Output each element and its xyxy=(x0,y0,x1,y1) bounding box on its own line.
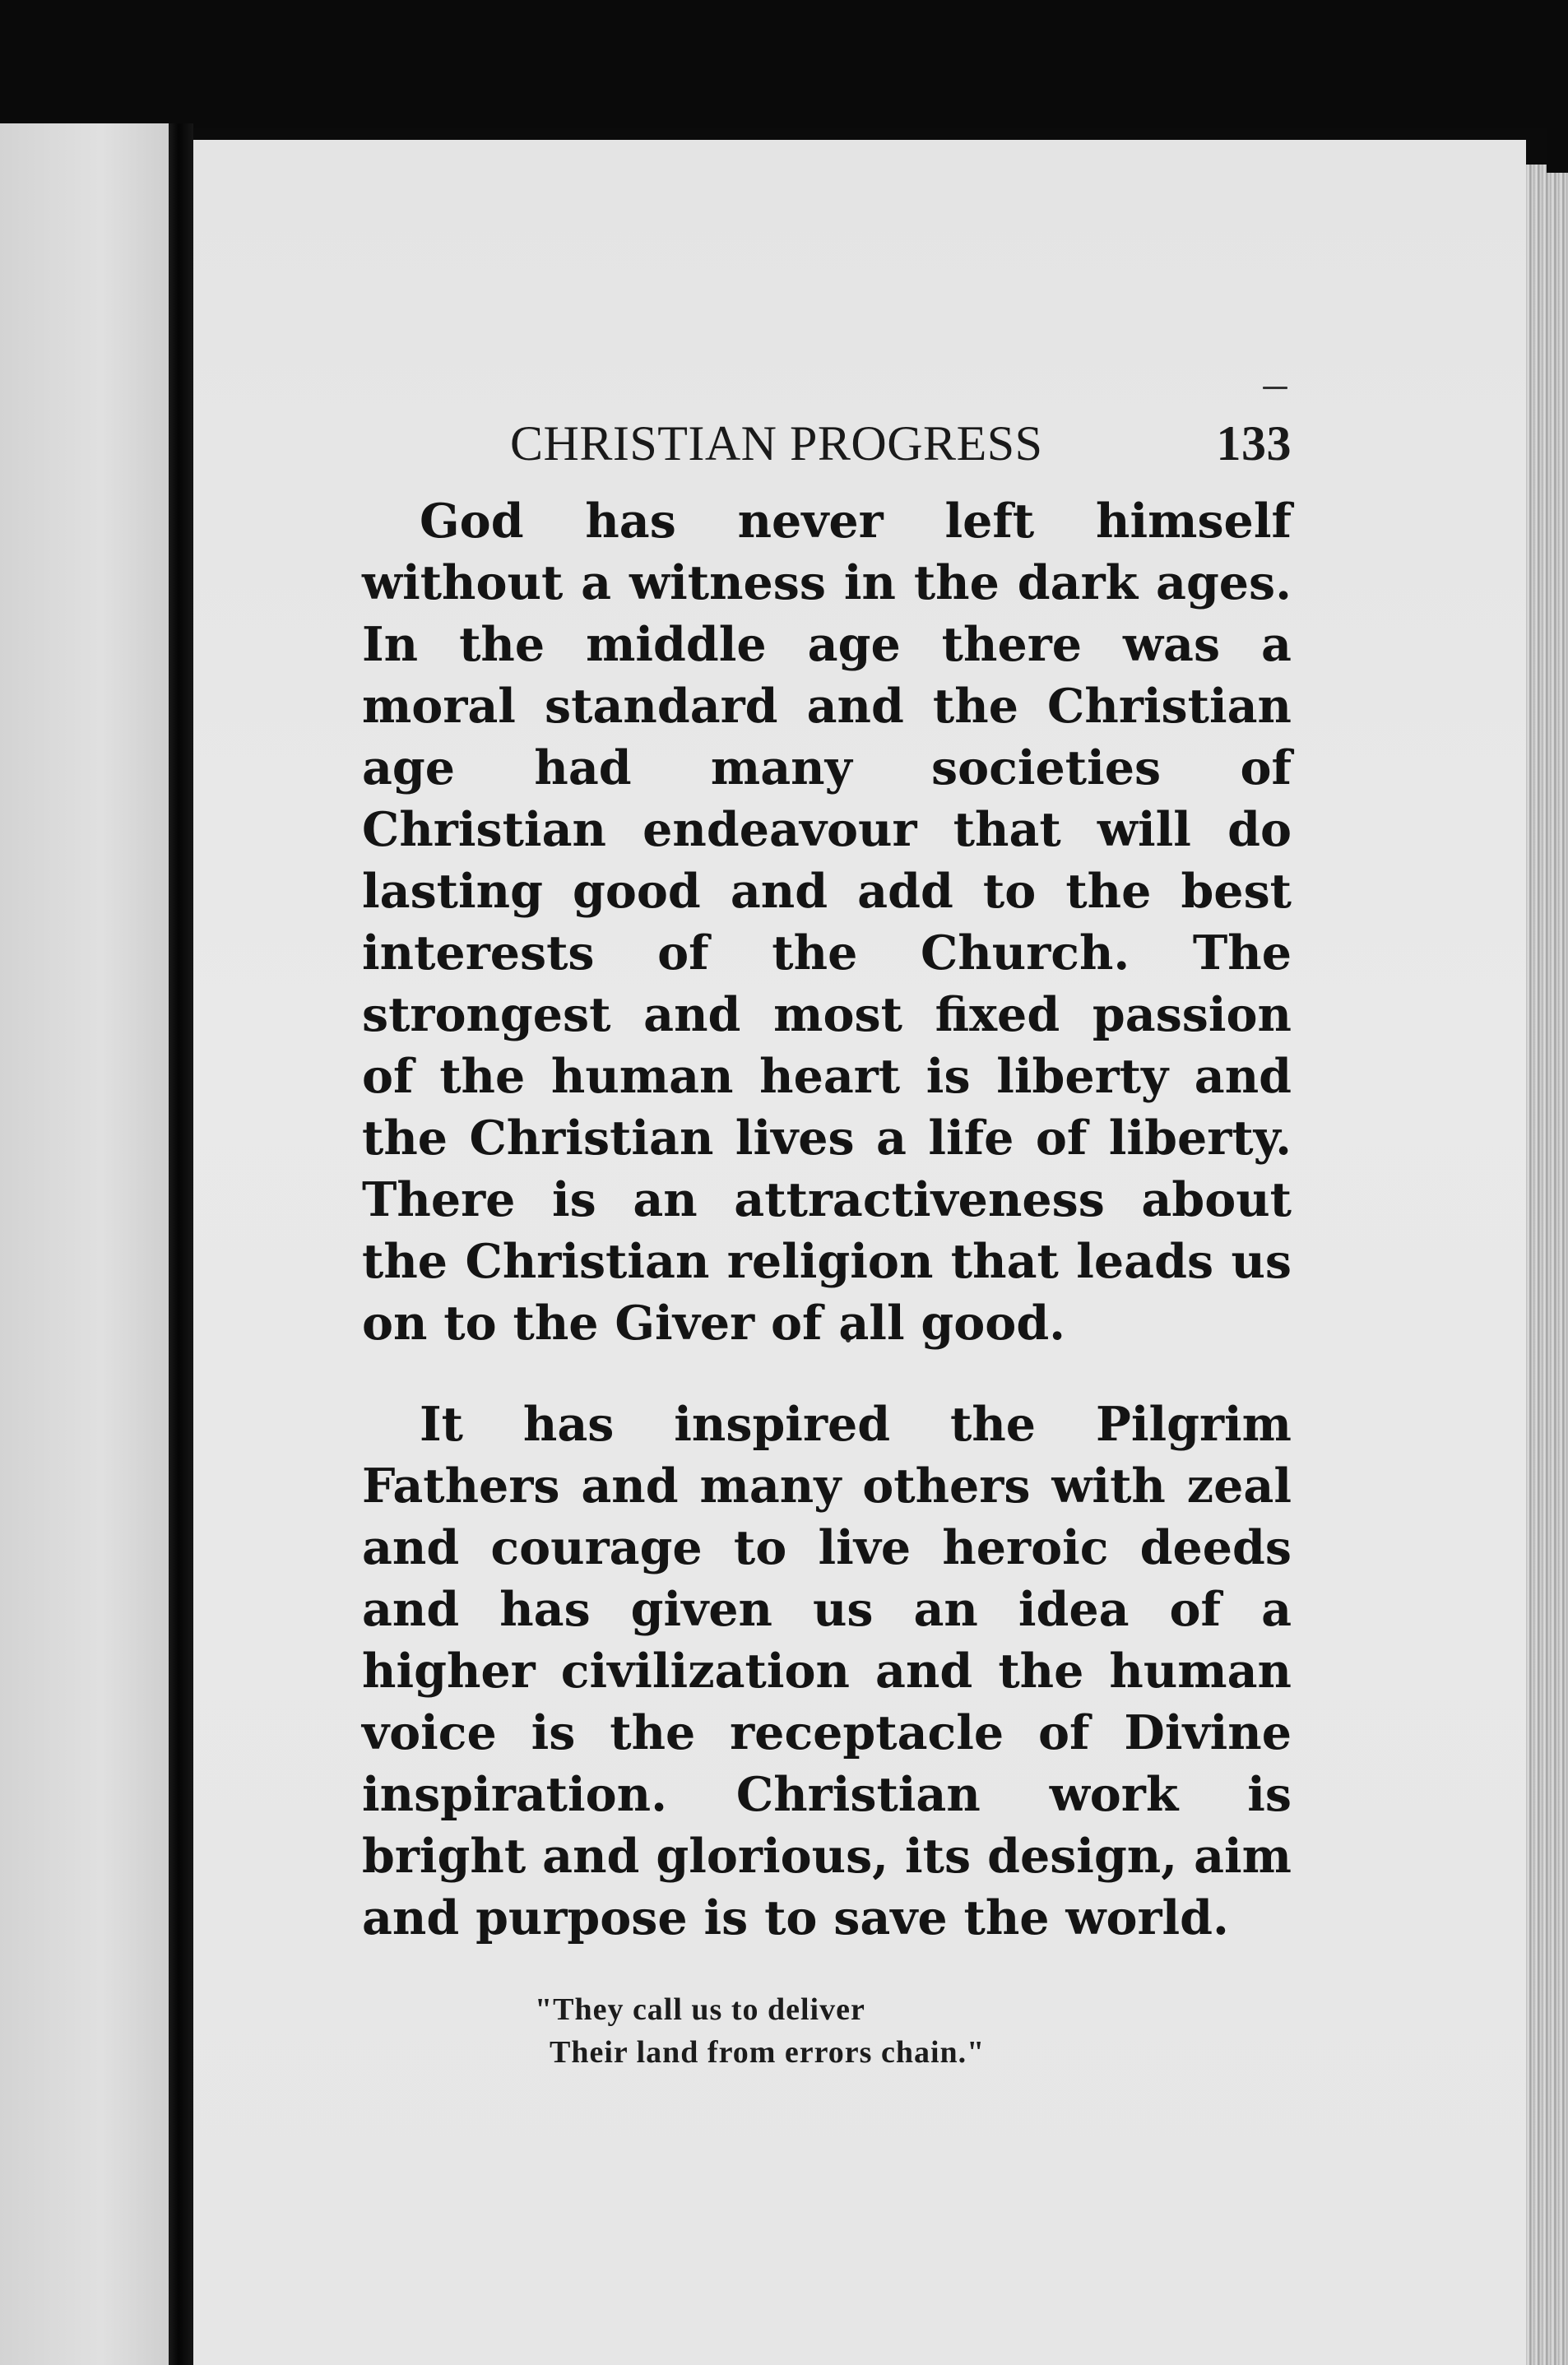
ink-speck xyxy=(1263,387,1287,389)
page-corner-shadow xyxy=(1547,123,1568,173)
running-head-title: CHRISTIAN PROGRESS xyxy=(510,416,1043,471)
paragraph-2 xyxy=(362,1393,1292,1949)
verse-line-2: Their land from errors chain." xyxy=(550,2035,986,2070)
book-gutter xyxy=(169,123,193,2365)
paragraph-1 xyxy=(362,490,1292,1354)
paragraph-2-text: It has inspired the Pilgrim Fathers and many others with zeal and courage to live heroic deeds and has given us an idea of a higher civilization and the human voice is the receptacle of Divine inspiration. Christian work is bright and glorious, its design, aim and purpose is to save the world. xyxy=(362,1397,1292,1945)
running-head xyxy=(510,415,1292,472)
verse-quote xyxy=(535,1988,1292,2074)
paragraph-1-text: God has never left himself without a witness in the dark ages. In the middle age there was a moral standard and the Christian age had many societies of Christian endeavour that will do lasting good and add to the best interests of the Church. The strongest and most fixed passion of the human heart is liberty and the Christian lives a life of liberty. There is an attractiveness about the Christian religion that leads us on to the Giver of all good. xyxy=(362,494,1292,1351)
page-number: 133 xyxy=(1216,416,1292,471)
verse-line-1: "They call us to deliver xyxy=(535,1992,865,2027)
page-stack-edge xyxy=(1526,165,1568,2365)
page-text xyxy=(362,415,1292,2074)
facing-page-edge xyxy=(0,123,169,2365)
scan-top-border xyxy=(0,0,1568,128)
